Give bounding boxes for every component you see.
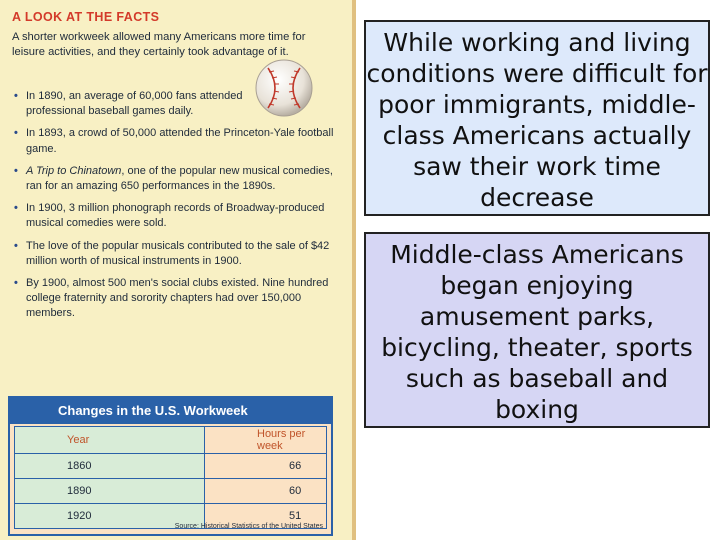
year-cell: 1920 [15,504,205,529]
fact-text: In 1893, a crowd of 50,000 attended the Princeton-Yale football game. [26,127,334,155]
panel-edge-divider [352,0,356,540]
fact-text: In 1900, 3 million phonograph records of Broadway-produced musical comedies were sold. [26,202,325,230]
facts-intro: A shorter workweek allowed many Americans more time for leisure activities, and they certainly took advantage of it. [12,31,306,58]
header-hours: Hours per week [205,427,327,454]
fact-text: By 1900, almost 500 men's social clubs existed. Nine hundred college fraternity and sorority chapters had over 150,000 members. [26,277,329,320]
fact-text: A Trip to Chinatown, one of the popular new musical comedies, ran for an amazing 650 performances in the 1890s. [26,164,333,193]
workweek-title: Changes in the U.S. Workweek [10,398,331,424]
fact-bullet: • By 1900, almost 500 men's social clubs existed. Nine hundred college fraternity and sorority chapters had over 150,000 members. [14,277,329,320]
table-row [15,479,327,504]
table-source-note: Source: Historical Statistics of the United States [174,523,323,530]
fact-bullet: • In 1900, 3 million phonograph records of Broadway-produced musical comedies were sold. [14,202,325,230]
fact-bullet: • The love of the popular musicals contributed to the sale of $42 million worth of musical instruments in 1900. [14,239,330,267]
hours-cell: 66 [205,454,327,479]
year-cell: 1890 [15,479,205,504]
fact-text: In 1890, an average of 60,000 fans attended professional baseball games daily. [26,90,243,118]
fact-text: The love of the popular musicals contributed to the sale of $42 million worth of musical instruments in 1900. [26,239,330,267]
fact-bullet: • A Trip to Chinatown, one of the popular new musical comedies, ran for an amazing 650 performances in the 1890s. [14,164,333,193]
facts-title: A LOOK AT THE FACTS [12,10,160,24]
table-header-row [15,427,327,454]
hours-cell: 51 [205,504,327,529]
facts-bullet-list [12,89,334,329]
table-row [15,454,327,479]
fact-bullet: • In 1893, a crowd of 50,000 attended the Princeton-Yale football game. [14,127,334,155]
facts-panel [0,0,356,540]
fact-bullet: • In 1890, an average of 60,000 fans attended professional baseball games daily. [14,90,243,118]
callout-leisure-activities: Middle-class Americans began enjoying amusement parks, bicycling, theater, sports such as baseball and boxing [364,232,710,428]
header-year: Year [15,427,205,454]
callout-workweek-decrease: While working and living conditions were difficult for poor immigrants, middle-class Americans actually saw their work time decrease [364,20,710,216]
hours-cell: 60 [205,479,327,504]
workweek-table [14,426,327,529]
year-cell: 1860 [15,454,205,479]
workweek-table-panel [8,396,333,536]
